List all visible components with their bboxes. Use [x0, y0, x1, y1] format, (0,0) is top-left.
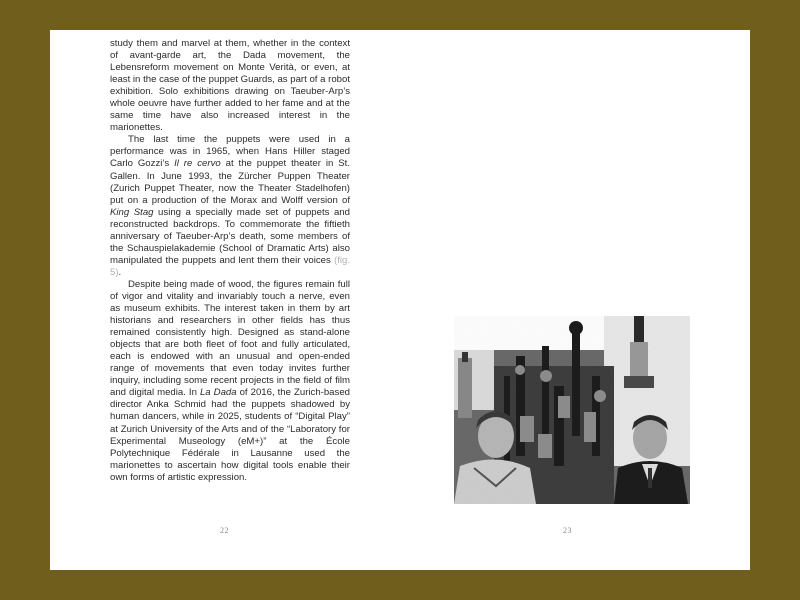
paragraph-2-end: . [118, 266, 122, 278]
paragraph-3 [110, 279, 350, 484]
title-la-dada: La Dada [199, 387, 237, 399]
paragraph-2 [110, 134, 350, 279]
title-il-re-cervo: Il re cervo [174, 158, 221, 170]
paragraph-2-text-b: at the puppet theater in St. Gallen. In June 1993, the Zürcher Puppen Theater (Zurich Puppet Theater, now the Theater Stadelhofen) put on a production of the Morax and Wolff version of [110, 158, 350, 206]
page-number-left: 22 [220, 526, 229, 535]
paragraph-2-text-a: The last time the puppets were used in a performance was in 1965, when Hans Hiller staged Carlo Gozzi’s [110, 134, 350, 170]
paragraph-2-text-c: using a specially made set of puppets and reconstructed backdrops. To commemorate the fiftieth anniversary of Taeuber-Arp’s death, some members of the Schauspielakademie (School of Dramatic Arts) also manipulated the puppets and lent them their voices [110, 206, 350, 266]
book-spread [50, 30, 750, 570]
paragraph-3-text-a: Despite being made of wood, the figures remain full of vigor and vitality and invariably touch a nerve, even as museum exhibits. The interest taken in them by art historians and researchers in other fields has thus remained consistently high. Designed as stand-alone objects that are both fleet of foot and fully articulated, each is endowed with an unusual and open-ended range of movements that even today invites further inquiry, including some recent projects in the field of film and digital media. In [110, 278, 350, 399]
title-king-stag: King Stag [110, 206, 154, 218]
figure-reference: (fig. 5) [110, 254, 350, 278]
archival-photograph [454, 316, 690, 504]
paragraph-1: study them and marvel at them, whether in the context of avant-garde art, the Dada movement, the Lebensreform movement on Monte Verità, or even, at least in the case of the puppet Guards, as part of a robot exhibition. Solo exhibitions drawing on Taeuber-Arp’s whole oeuvre have further added to her fame and at the same time have also increased interest in the marionettes. [110, 38, 350, 134]
paragraph-3-text-b: of 2016, the Zurich-based director Anka Schmid had the puppets shadowed by human dancers, while in 2025, students of “Digital Play” at Zurich University of the Arts and of the “Laboratory for Experimental Museology (eM+)” at the École Polytechnique Fédérale in Lausanne used the marionettes to ascertain how digital tools enable their own forms of artistic expression. [110, 387, 350, 483]
left-page-text [110, 38, 350, 484]
page-number-right: 23 [563, 526, 572, 535]
